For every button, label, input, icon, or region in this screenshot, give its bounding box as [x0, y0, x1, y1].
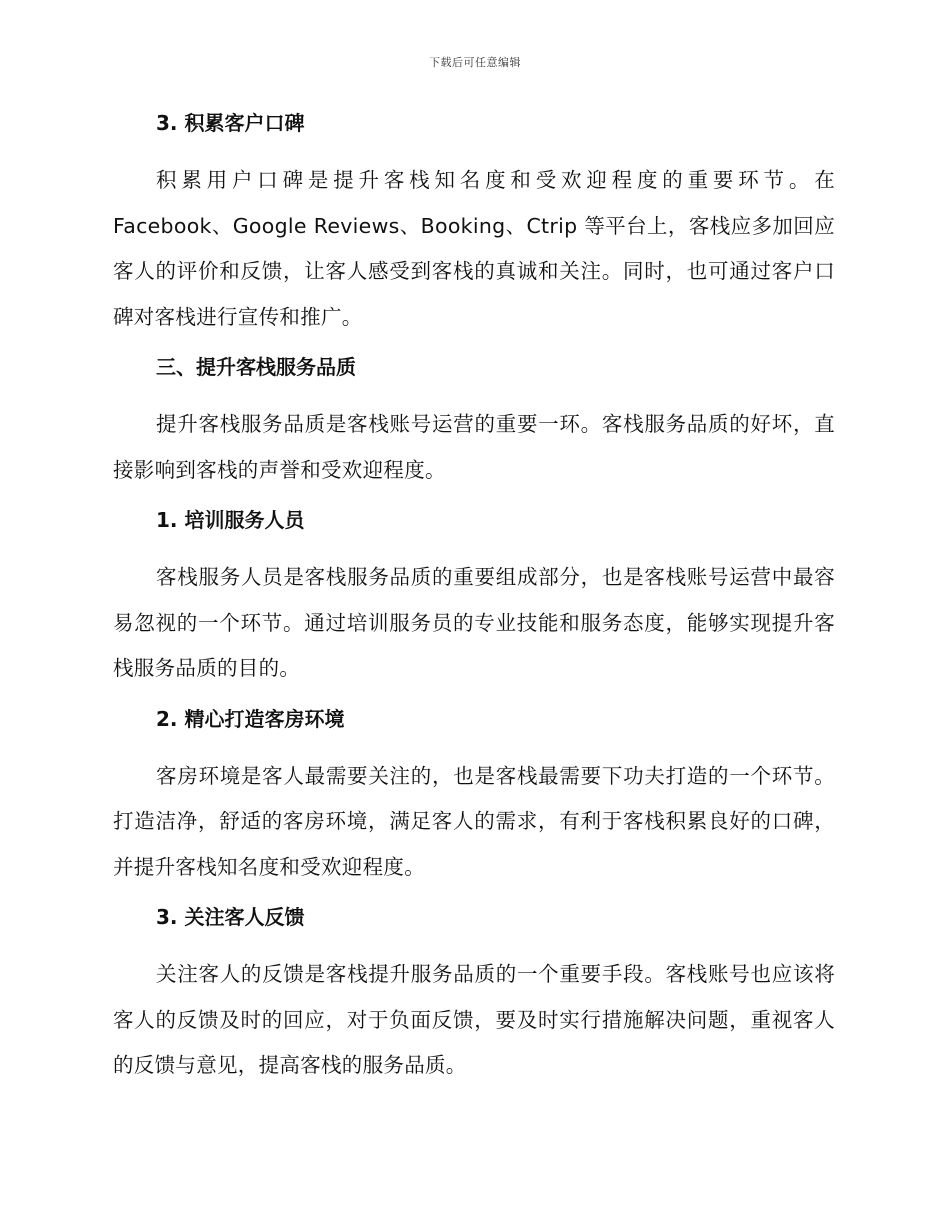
section-heading: 1. 培训服务人员	[156, 508, 305, 532]
paragraph: 客栈服务人员是客栈服务品质的重要组成部分，也是客栈账号运营中最容易忽视的一个环节。通过培训服务员的专业技能和服务态度，能够实现提升客栈服务品质的目的。	[113, 565, 835, 680]
paragraph: 积累用户口碑是提升客栈知名度和受欢迎程度的重要环节。在 Facebook、Google Reviews、Booking、Ctrip 等平台上，客栈应多加回应客人的评价和反馈，让客人感受到客栈的真诚和关注。同时，也可通过客户口碑对客栈进行宣传和推广。	[113, 168, 835, 329]
paragraph: 客房环境是客人最需要关注的，也是客栈最需要下功夫打造的一个环节。打造洁净，舒适的客房环境，满足客人的需求，有利于客栈积累良好的口碑，并提升客栈知名度和受欢迎程度。	[113, 763, 835, 879]
section-heading: 3. 关注客人反馈	[156, 905, 305, 929]
section-heading: 三、提升客栈服务品质	[156, 355, 356, 379]
section-heading: 3. 积累客户口碑	[156, 111, 305, 135]
document-body	[113, 108, 835, 1089]
paragraph: 关注客人的反馈是客栈提升服务品质的一个重要手段。客栈账号也应该将客人的反馈及时的回应，对于负面反馈，要及时实行措施解决问题，重视客人的反馈与意见，提高客栈的服务品质。	[113, 962, 835, 1077]
header-note: 下载后可任意编辑	[429, 56, 521, 69]
paragraph: 提升客栈服务品质是客栈账号运营的重要一环。客栈服务品质的好坏，直接影响到客栈的声誉和受欢迎程度。	[113, 412, 835, 482]
section-heading: 2. 精心打造客房环境	[156, 706, 345, 731]
